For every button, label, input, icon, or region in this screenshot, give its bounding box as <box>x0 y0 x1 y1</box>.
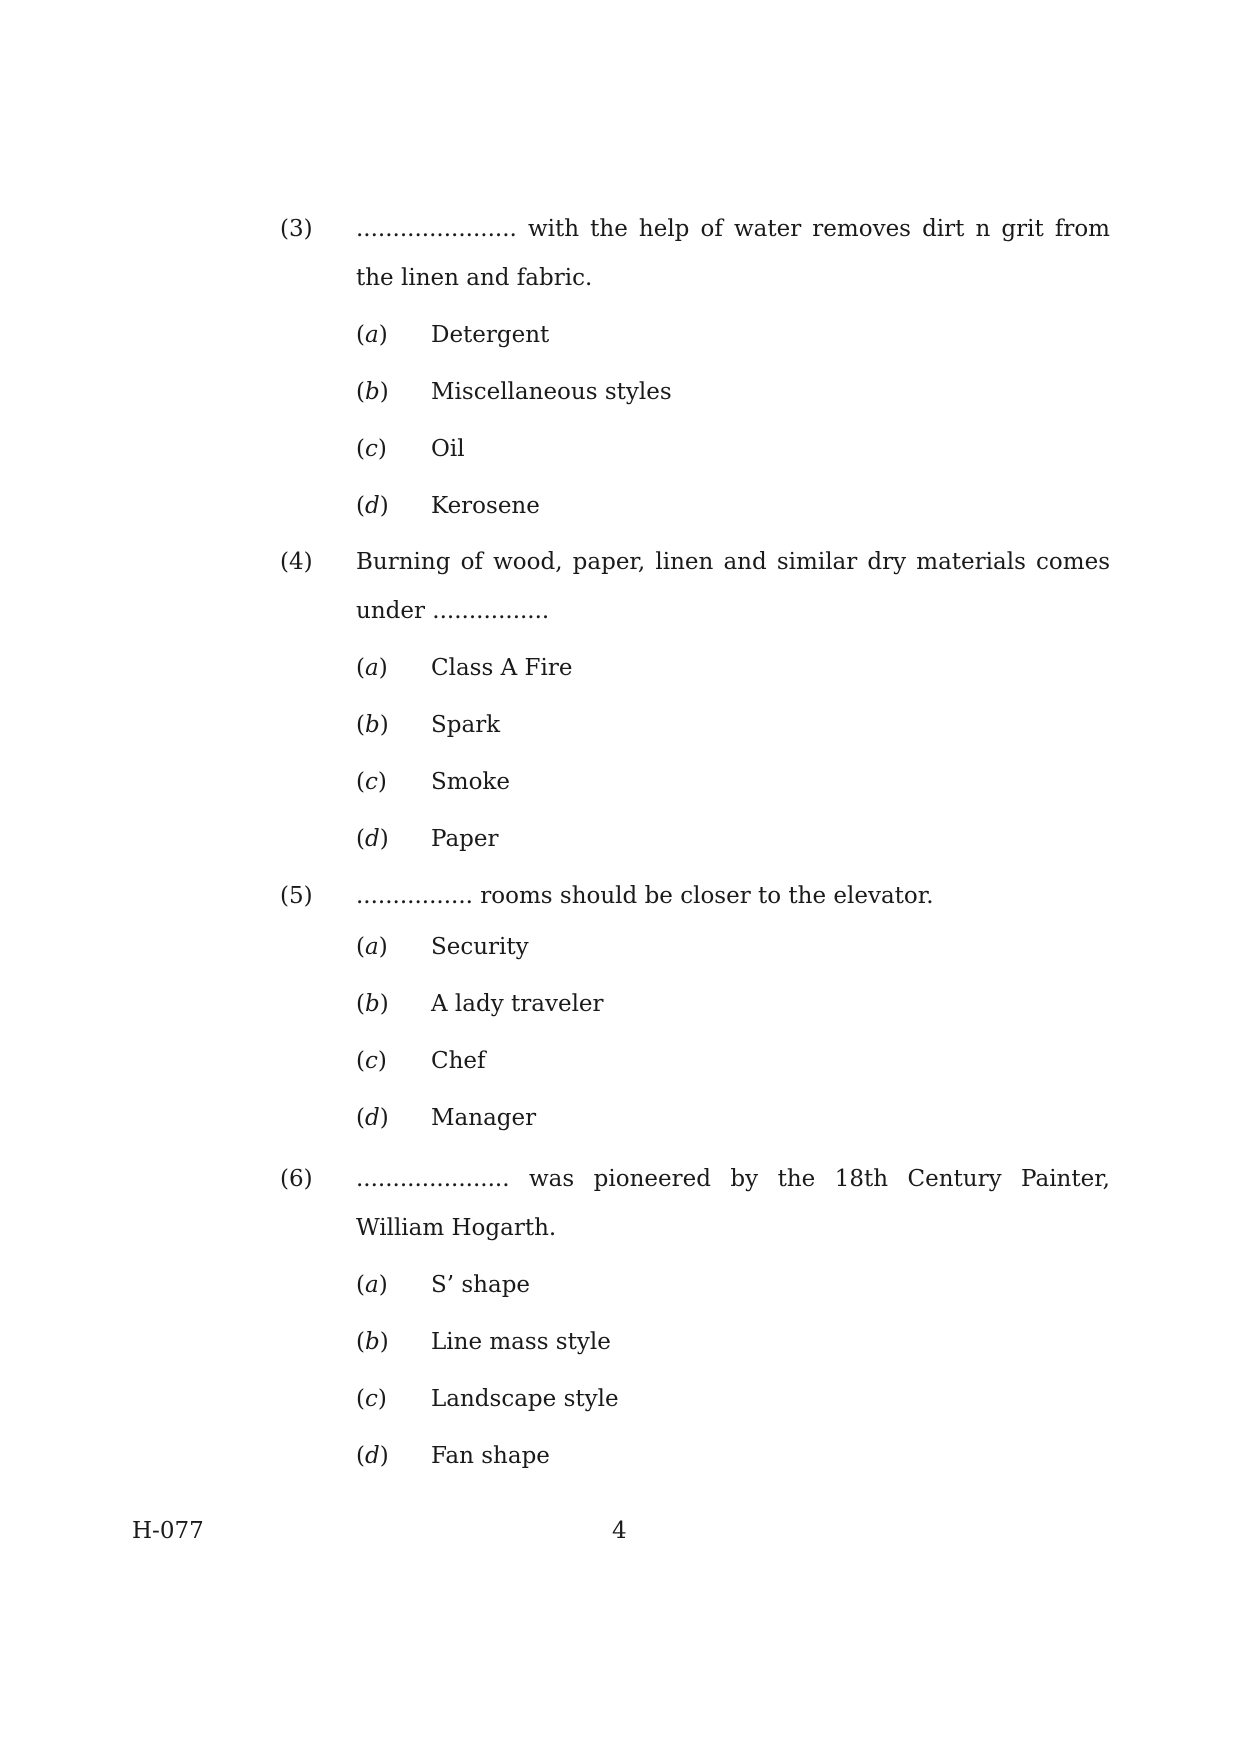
option-letter: (d) <box>356 1443 389 1469</box>
option-letter: (c) <box>356 436 387 462</box>
option-b <box>356 980 1110 1037</box>
page-number: 4 <box>612 1518 627 1544</box>
option-c <box>356 1037 1110 1094</box>
option-letter: (d) <box>356 1105 389 1131</box>
option-letter: (c) <box>356 1386 387 1412</box>
option-letter: (b) <box>356 991 389 1017</box>
question-text: Burning of wood, paper, linen and similar dry materials comes under ................ <box>356 549 1110 624</box>
option-letter: (b) <box>356 712 389 738</box>
option-letter: (c) <box>356 1048 387 1074</box>
question-5 <box>280 872 1110 1151</box>
question-number: (5) <box>280 883 313 909</box>
option-c <box>356 1375 1110 1432</box>
option-letter: (b) <box>356 379 389 405</box>
option-d <box>356 482 1110 539</box>
option-a <box>356 1261 1110 1318</box>
option-letter: (a) <box>356 934 388 960</box>
option-text: S’ shape <box>431 1272 531 1298</box>
question-4 <box>280 538 1110 872</box>
option-letter: (a) <box>356 1272 388 1298</box>
option-text: Security <box>431 934 529 960</box>
option-d <box>356 815 1110 872</box>
option-text: Chef <box>431 1048 486 1074</box>
question-number: (6) <box>280 1166 313 1192</box>
option-text: Class A Fire <box>431 655 573 681</box>
option-letter: (a) <box>356 655 388 681</box>
question-6 <box>280 1155 1110 1489</box>
question-number: (3) <box>280 216 313 242</box>
option-list <box>356 1261 1110 1489</box>
question-3 <box>280 205 1110 539</box>
option-text: Manager <box>431 1105 537 1131</box>
option-b <box>356 1318 1110 1375</box>
question-text: ..................... was pioneered by the 18th Century Painter, William Hogarth. <box>356 1166 1110 1241</box>
option-text: Landscape style <box>431 1386 619 1412</box>
option-letter: (d) <box>356 826 389 852</box>
option-letter: (d) <box>356 493 389 519</box>
option-b <box>356 701 1110 758</box>
option-text: Line mass style <box>431 1329 611 1355</box>
option-letter: (a) <box>356 322 388 348</box>
option-b <box>356 368 1110 425</box>
question-number: (4) <box>280 549 313 575</box>
option-list <box>356 311 1110 539</box>
option-text: Spark <box>431 712 501 738</box>
option-c <box>356 758 1110 815</box>
option-text: Detergent <box>431 322 550 348</box>
option-c <box>356 425 1110 482</box>
option-text: Paper <box>431 826 499 852</box>
paper-code: H-077 <box>132 1518 204 1544</box>
option-a <box>356 644 1110 701</box>
option-text: Kerosene <box>431 493 540 519</box>
option-d <box>356 1432 1110 1489</box>
option-list <box>356 923 1110 1151</box>
question-text: ...................... with the help of water removes dirt n grit from the linen and fabric. <box>356 216 1110 291</box>
option-text: Oil <box>431 436 465 462</box>
option-a <box>356 923 1110 980</box>
option-letter: (b) <box>356 1329 389 1355</box>
option-text: A lady traveler <box>431 991 604 1017</box>
option-text: Fan shape <box>431 1443 550 1469</box>
option-a <box>356 311 1110 368</box>
option-d <box>356 1094 1110 1151</box>
question-text: ................ rooms should be closer to the elevator. <box>356 883 934 909</box>
option-letter: (c) <box>356 769 387 795</box>
option-list <box>356 644 1110 872</box>
option-text: Miscellaneous styles <box>431 379 672 405</box>
option-text: Smoke <box>431 769 510 795</box>
